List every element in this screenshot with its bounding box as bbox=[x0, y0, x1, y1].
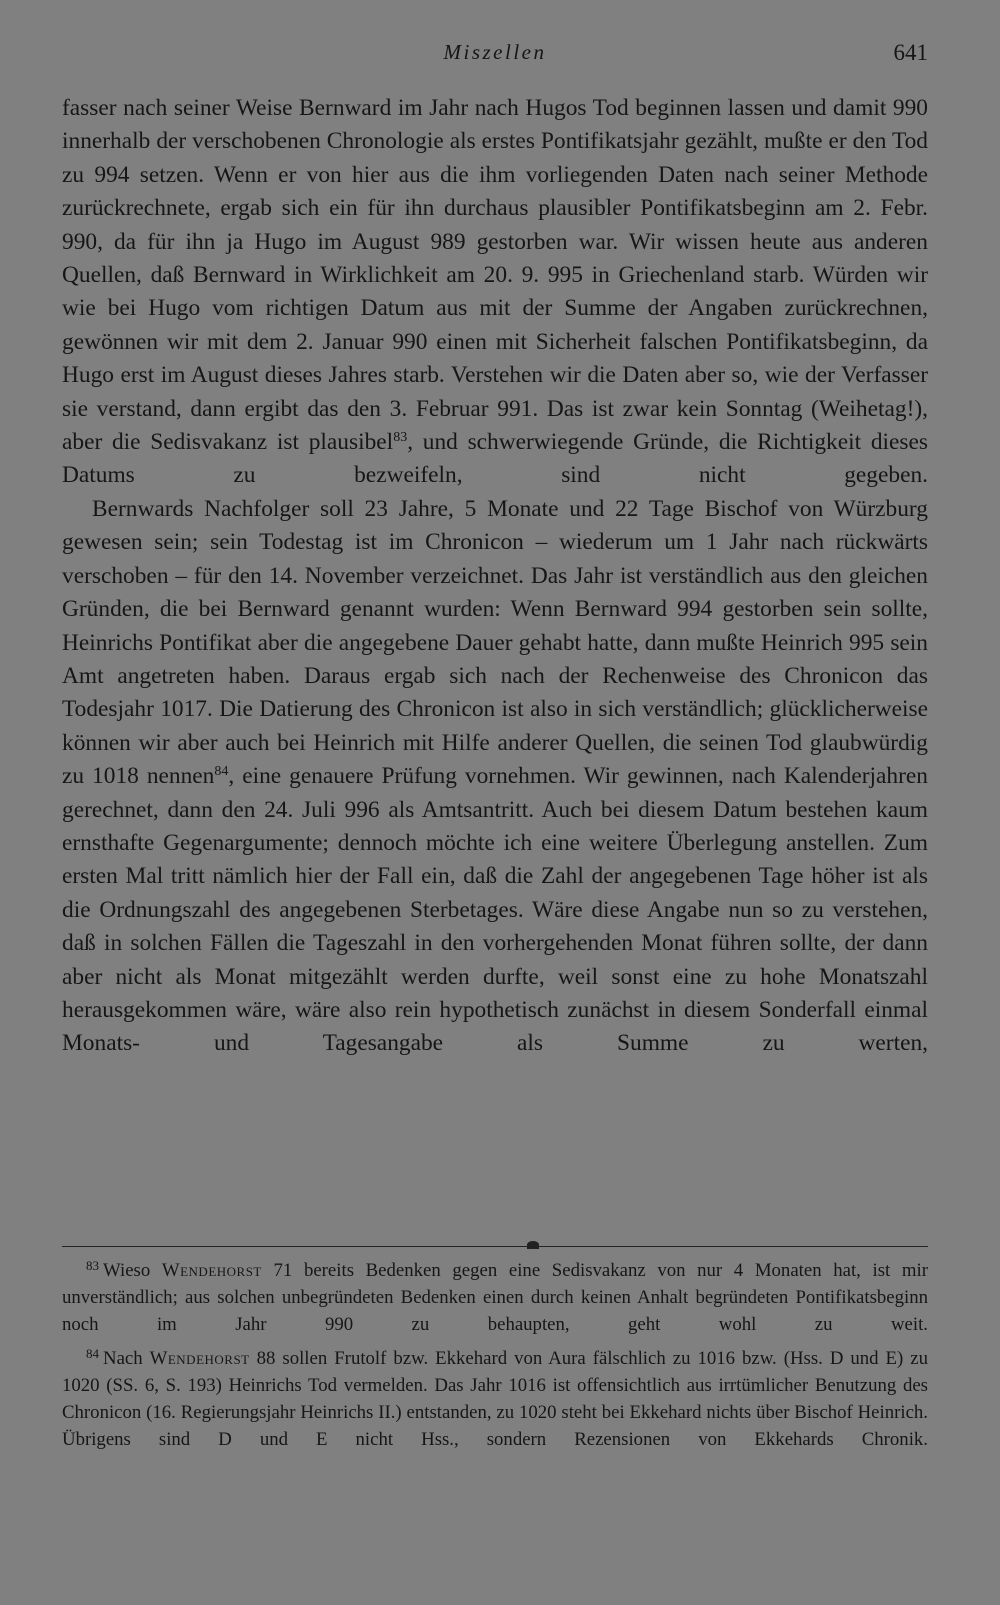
paragraph-2-text-end: , eine genauere Prüfung vornehmen. Wir gewinnen, nach Kalenderjahren gerechnet, dann den 24. Juli 996 als Amtsantritt. Auch bei diesem Datum bestehen kaum ernsthafte Gegenargumente; dennoch möchte ich eine weitere Überlegung anstellen. Zum ersten Mal tritt nämlich hier der Fall ein, daß die Zahl der angegebenen Tage höher ist als die Ordnungszahl des angegebenen Sterbetages. Wäre diese Angabe nun so zu verstehen, daß in solchen Fällen die Tageszahl in den vorhergehenden Monat führen sollte, der dann aber nicht als Monat mitgezählt werden durfte, weil sonst eine zu hohe Monatszahl herausgekommen wäre, wäre also rein hypothetisch zunächst in diesem Sonderfall einmal Monats- und Tagesangabe als Summe zu werten, bbox=[62, 763, 928, 1057]
paragraph-1-text-end: , und schwerwiegende Gründe, die Richtigkeit dieses Datums zu bezweifeln, sind nicht gegeben. bbox=[62, 429, 928, 489]
paragraph-1-text: fasser nach seiner Weise Bernward im Jahr nach Hugos Tod beginnen lassen und damit 990 innerhalb der verschobenen Chronologie als erstes Pontifikatsjahr gezählt, mußte er den Tod zu 994 setzen. Wenn er von hier aus die ihm vorliegenden Daten nach seiner Methode zurückrechnete, ergab sich ein für ihn durchaus plausibler Pontifikatsbeginn am 2. Febr. 990, da für ihn ja Hugo im August 989 gestorben war. Wir wissen heute aus anderen Quellen, daß Bernward in Wirklichkeit am 20. 9. 995 in Griechenland starb. Würden wir wie bei Hugo vom richtigen Datum aus mit der Summe der Angaben zurückrechnen, gewönnen wir mit dem 2. Januar 990 einen mit Sicherheit falschen Pontifikatsbeginn, da Hugo erst im August dieses Jahres starb. Verstehen wir die Daten aber so, wie der Verfasser sie verstand, dann ergibt das den 3. Februar 991. Das ist zwar kein Sonntag (Weihetag!), aber die Sedisvakanz ist plausibel bbox=[62, 95, 928, 456]
footnote-84-number: 84 bbox=[86, 1345, 99, 1361]
footnote-84-text: Nach bbox=[103, 1347, 150, 1369]
separator-ornament bbox=[527, 1241, 539, 1249]
footnote-84 bbox=[62, 1340, 928, 1454]
author-name: Wendehorst bbox=[149, 1347, 250, 1369]
footnote-ref-84: 84 bbox=[214, 764, 229, 780]
page-number: 641 bbox=[893, 40, 928, 65]
running-title: Miszellen bbox=[443, 40, 547, 64]
paragraph-2-text: Bernwards Nachfolger soll 23 Jahre, 5 Monate und 22 Tage Bischof von Würzburg gewesen sein; sein Todestag ist im Chronicon – wiederum um 1 Jahr nach rückwärts verschoben – für den 14. November verzeichnet. Das Jahr ist verständlich aus den gleichen Gründen, die bei Bernward genannt wurden: Wenn Bernward 994 gestorben sein sollte, Heinrichs Pontifikat aber die angegebene Dauer gehabt hatte, dann mußte Heinrich 995 sein Amt angetreten haben. Daraus ergab sich nach der Rechenweise des Chronicon das Todesjahr 1017. Die Datierung des Chronicon ist also in sich verständlich; glücklicherweise können wir aber auch bei Heinrich mit Hilfe anderer Quellen, die seinen Tod glaubwürdig zu 1018 nennen bbox=[62, 495, 928, 790]
footnote-83 bbox=[62, 1252, 928, 1339]
paragraph-2 bbox=[62, 493, 928, 1061]
paragraph-1 bbox=[62, 92, 928, 493]
footnote-83-text: Wieso bbox=[103, 1260, 162, 1281]
body-text bbox=[62, 92, 928, 1061]
footnote-ref-83: 83 bbox=[393, 430, 408, 446]
footnote-83-number: 83 bbox=[86, 1258, 99, 1273]
footnote-83-text-end: 71 bereits Bedenken gegen eine Sedisvakanz von nur 4 Monaten hat, ist mir unverständlich; aus solchen unbegründeten Bedenken einen durch keinen Anhalt begründeten Pontifikatsbeginn noch im Jahr 990 zu behaupten, geht wohl zu weit. bbox=[62, 1260, 928, 1336]
footnotes bbox=[62, 1252, 928, 1453]
running-head bbox=[62, 38, 928, 72]
author-name: Wendehorst bbox=[161, 1260, 262, 1281]
footnote-separator bbox=[62, 1246, 928, 1247]
footnote-84-text-end: 88 sollen Frutolf bzw. Ekkehard von Aura fälschlich zu 1016 bzw. (Hss. D und E) zu 1020 (SS. 6, S. 193) Heinrichs Tod vermelden. Das Jahr 1016 ist offensichtlich aus irrtümlicher Benutzung des Chronicon (16. Regierungsjahr Heinrichs II.) entstanden, zu 1020 steht bei Ekkehard nichts über Bischof Heinrich. Übrigens sind D und E nicht Hss., sondern Rezensionen von Ekkehards Chronik. bbox=[62, 1347, 928, 1451]
